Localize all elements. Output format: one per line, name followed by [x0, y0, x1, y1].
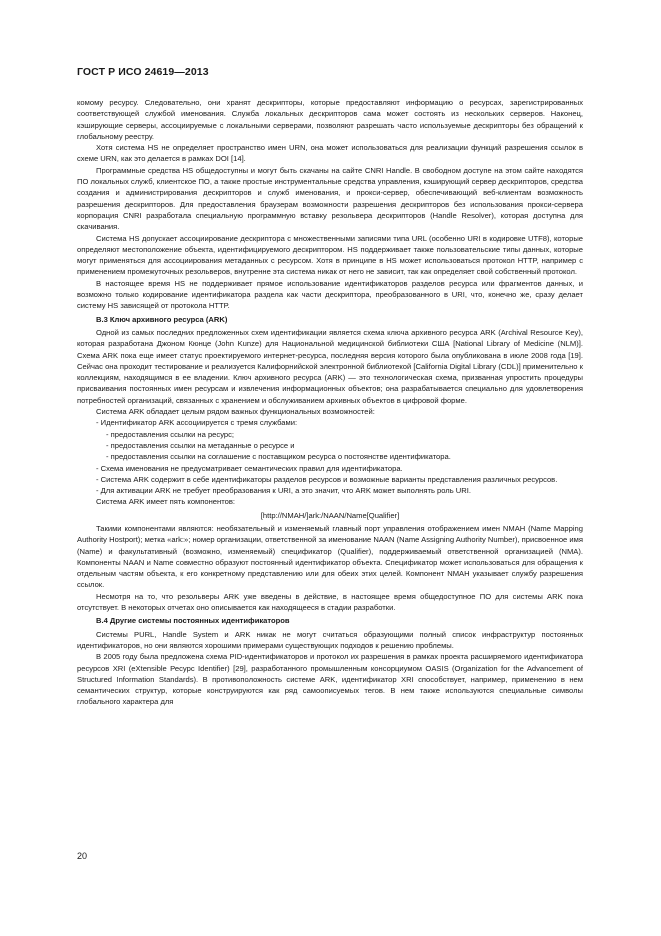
list-item: - Для активации ARK не требует преобразования к URI, а это значит, что ARK может выполнять роль URI. — [96, 486, 471, 496]
paragraph: Программные средства HS общедоступны и могут быть скачаны на сайте CNRI Handle. В свободном доступе на этом сайте находятся ПО локальных служб, клиентское ПО, а также простые инструментальные средства управления, кэширующий сервер дескрипторов, средства создания и администрирования дескрипторов и служб именования, и прокси-сервер, обеспечивающий веб-клиентам возможность разрешения дескрипторов. Для предоставления браузерам возможности разрешения дескрипторов без использования прокси-сервера корпорация CNRI разработала специальную программную вставку резольвера дескрипторов (Handle Resolver), которая доступна для скачивания. — [77, 165, 583, 232]
sub-list-item: - предоставления ссылки на соглашение с поставщиком ресурса о постоянстве идентификатора. — [106, 452, 451, 462]
section-heading-b3: В.3 Ключ архивного ресурса (ARK) — [96, 314, 228, 324]
paragraph: Такими компонентами являются: необязательный и изменяемый главный порт управления отображением имен NMAH (Name Mapping Authority Hostport); метка «ark:»; номер организации, ответственной за именование NAAN (Name Assigning Authority Number), присвоенное имя (Name) и факультативный (возможно, изменяемый) спецификатор (Qualifier), поддерживаемый ответственной организацией (NMA). Компоненты NAAN и Name совместно образуют постоянный идентификатор объекта. Спецификатор может использоваться для обращения к отдельным частям объекта, к его конкретному представлению или для обеих этих целей. Компонент NMAH указывает службу разрешения ссылок. — [77, 523, 583, 590]
paragraph: В настоящее время HS не поддерживает прямое использование идентификаторов разделов ресурса или фрагментов данных, и возможно только кодирование идентификатора раздела как части дескриптора, преобразованного в URI, что, конечно же, сразу делает систему HS зависящей от протокола HTTP. — [77, 278, 583, 311]
paragraph: Система ARK обладает целым рядом важных функциональных возможностей: — [96, 407, 375, 417]
section-heading-b4: В.4 Другие системы постоянных идентификаторов — [96, 616, 290, 626]
sub-list-item: - предоставления ссылки на ресурс; — [106, 429, 235, 439]
page-number: 20 — [77, 851, 88, 861]
paragraph: Одной из самых последних предложенных схем идентификации является схема ключа архивного ресурса ARK (Archival Resource Key), которая разработана Джоном Кюнце (John Kunze) для Национальной медицинской библиотеки США [National Library of Medicine (NLM)]. Схема ARK пока еще имеет статус проектируемого интернет-ресурса, последняя версия которого была опубликована в июле 2008 года [19]. Сейчас она проходит тестирование и реализуется Калифорнийской электронной библиотекой [California Digital Library (CDL)] применительно к коллекциям, находящимся в ее владении. Ключ архивного ресурса (ARK) — это технологическая схема, призванная упростить процедуры присваивания постоянных имен ресурсам и извлечения информационных объектов; она разрабатывается специально для удовлетворения потребностей организаций, связанных с хранением и обслуживанием архивных объектов в цифровой форме. — [77, 327, 583, 405]
paragraph: Система HS допускает ассоциирование дескриптора с множественными записями типа URL (особенно URI в кодировке UTF8), которые определяют местоположение объекта, идентифицируемого дескриптором. HS поддерживает также пользовательские типы данных, которые могут применяться для ассоциирования метаданных с ресурсом. Хотя в принципе в HS может использоваться протокол HTTP, например с применением промежуточных резольверов, внутренне эта система никак от него не зависит, так как определяет свой собственный протокол. — [77, 233, 583, 277]
paragraph: Несмотря на то, что резольверы ARK уже введены в действие, в настоящее время общедоступное ПО для системы ARK пока отсутствует. В некоторых отчетах оно описывается как находящееся в стадии разработки. — [77, 591, 583, 613]
paragraph: Хотя система HS не определяет пространство имен URN, она может использоваться для реализации функций разрешения ссылок в схеме URN, как это делается в рамках DOI [14]. — [77, 143, 583, 164]
page-header: ГОСТ Р ИСО 24619—2013 — [77, 66, 209, 78]
paragraph: В 2005 году была предложена схема PID-идентификаторов и протокол их разрешения в рамках проекта расширяемого идентификатора ресурсов XRI (eXtensible Ресурс Identifier) [29], разработанного промышленным консорциумом OASIS (Organization for the Advancement of Structured Information Standards). В противоположность системе ARK, идентификатор XRI способствует, например, применению в нем семантических структур, которые конструируются как ряд самоописуемых тегов. В нем также используются специальные символы глобального характера для — [77, 652, 583, 707]
paragraph: Система ARK имеет пять компонентов: — [96, 497, 235, 507]
document-body — [77, 97, 583, 708]
sub-list-item: - предоставления ссылки на метаданные о ресурсе и — [106, 440, 295, 450]
list-item: - Схема именования не предусматривает семантических правил для идентификатора. — [96, 463, 403, 473]
list-item: - Система ARK содержит в себе идентификаторы разделов ресурсов и возможные варианты представления различных ресурсов. — [96, 474, 558, 484]
paragraph: комому ресурсу. Следовательно, они хранят дескрипторы, которые предоставляют информацию о ресурсах, зарегистрированных соответствующей службой именования. Служба локальных дескрипторов сама может состоять из нескольких серверов. Наконец, кэширующие серверы, ассоциируемые с локальными серверами, позволяют разрешать часто используемые дескрипторы без обращений к глобальному реестру. — [77, 98, 583, 141]
list-item: - Идентификатор ARK ассоциируется с тремя службами: — [96, 418, 298, 428]
paragraph: Системы PURL, Handle System и ARK никак не могут считаться образующими полный список инфраструктур постоянных идентификаторов, но они являются хорошими примерами существующих подходов к решению проблемы. — [77, 629, 583, 650]
ark-syntax-formula: [http://NMAH/]ark:/NAAN/Name[Qualifier] — [260, 510, 400, 520]
